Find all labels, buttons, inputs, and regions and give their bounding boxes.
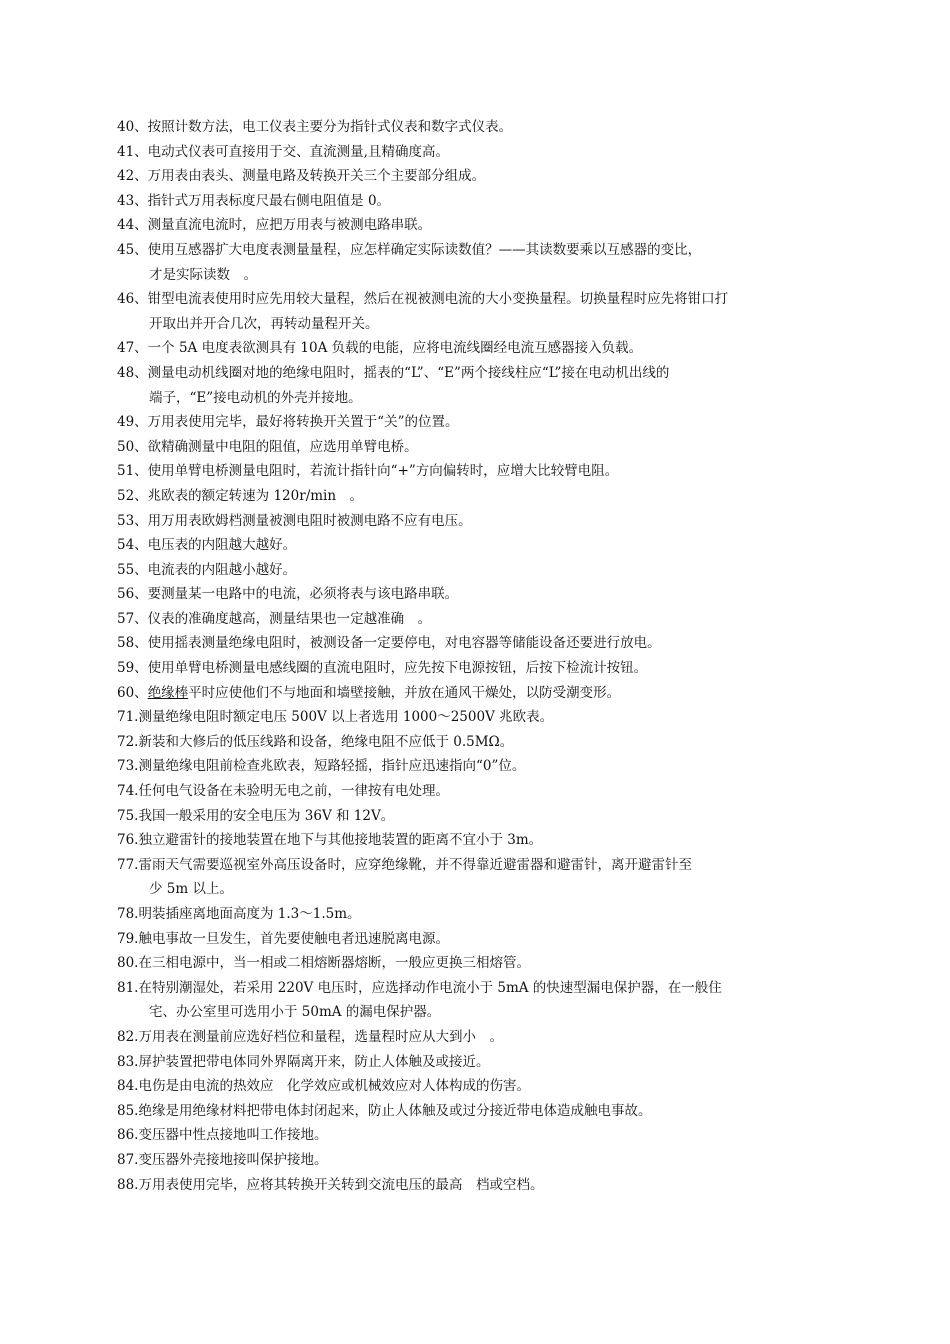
question-line-continuation: 宅、办公室里可选用小于 50mA 的漏电保护器。 — [149, 1004, 441, 1021]
question-line: 81.在特别潮湿处，若采用 220V 电压时，应选择动作电流小于 5mA 的快速型漏电保护器，在一般住 — [117, 979, 722, 996]
question-line: 49、万用表使用完毕，最好将转换开关置于“关”的位置。 — [117, 414, 459, 431]
question-number: 60、 — [117, 684, 148, 701]
question-line: 57、仪表的准确度越高，测量结果也一定越准确 。 — [117, 610, 432, 627]
question-line: 58、使用摇表测量绝缘电阻时，被测设备一定要停电，对电容器等储能设备还要进行放电。 — [117, 635, 661, 652]
question-line: 87.变压器外壳接地接叫保护接地。 — [117, 1151, 328, 1168]
question-line: 54、电压表的内阻越大越好。 — [117, 537, 297, 554]
question-line-continuation: 端子，“E”接电动机的外壳并接地。 — [149, 389, 362, 406]
question-line: 40、按照计数方法，电工仪表主要分为指针式仪表和数字式仪表。 — [117, 119, 513, 135]
question-text: 平时应使他们不与地面和墙壁接触，并放在通风干燥处，以防受潮变形。 — [188, 684, 621, 701]
question-line: 56、要测量某一电路中的电流，必须将表与该电路串联。 — [117, 586, 459, 603]
question-line — [117, 681, 838, 706]
question-line: 83.屏护装置把带电体同外界隔离开来，防止人体触及或接近。 — [117, 1053, 490, 1070]
question-line: 73.测量绝缘电阻前检查兆欧表，短路轻摇，指针应迅速指向“0”位。 — [117, 758, 526, 775]
question-line: 44、测量直流电流时，应把万用表与被测电路串联。 — [117, 217, 432, 234]
question-line: 85.绝缘是用绝缘材料把带电体封闭起来，防止人体触及或过分接近带电体造成触电事故。 — [117, 1102, 652, 1119]
question-line: 86.变压器中性点接地叫工作接地。 — [117, 1127, 328, 1144]
question-line: 77.雷雨天气需要巡视室外高压设备时，应穿绝缘靴，并不得靠近避雷器和避雷针，离开避雷针至 — [117, 856, 692, 873]
question-line: 51、使用单臂电桥测量电阻时，若流计指针向“+”方向偏转时，应增大比较臂电阻。 — [117, 463, 619, 480]
underlined-term: 绝缘棒 — [147, 684, 189, 701]
question-line: 48、测量电动机线圈对地的绝缘电阻时，摇表的“L”、“E”两个接线柱应“L”接在电动机出线的 — [117, 364, 670, 381]
question-line: 47、一个 5A 电度表欲测具有 10A 负载的电能，应将电流线圈经电流互感器接入负载。 — [117, 340, 643, 357]
question-line: 80.在三相电源中，当一相或二相熔断器熔断，一般应更换三相熔管。 — [117, 955, 530, 972]
question-line-continuation: 开取出并开合几次，再转动量程开关。 — [149, 315, 379, 332]
question-line: 46、钳型电流表使用时应先用较大量程，然后在视被测电流的大小变换量程。切换量程时应先将钳口打 — [117, 291, 729, 308]
question-line: 79.触电事故一旦发生，首先要使触电者迅速脱离电源。 — [117, 930, 449, 947]
question-line: 55、电流表的内阻越小越好。 — [117, 561, 297, 578]
question-line: 88.万用表使用完毕，应将其转换开关转到交流电压的最高 档或空档。 — [117, 1176, 544, 1193]
question-line: 52、兆欧表的额定转速为 120r/min 。 — [117, 487, 364, 504]
question-line: 59、使用单臂电桥测量电感线圈的直流电阻时，应先按下电源按钮，后按下检流计按钮。 — [117, 660, 648, 677]
question-line: 72.新装和大修后的低压线路和设备，绝缘电阻不应低于 0.5MΩ。 — [117, 733, 514, 750]
question-line: 41、电动式仪表可直接用于交、直流测量,且精确度高。 — [117, 143, 449, 160]
question-line: 53、用万用表欧姆档测量被测电阻时被测电路不应有电压。 — [117, 512, 472, 529]
question-line: 82.万用表在测量前应选好档位和量程，选量程时应从大到小 。 — [117, 1028, 503, 1045]
question-line: 74.任何电气设备在未验明无电之前，一律按有电处理。 — [117, 783, 449, 800]
question-line-continuation: 少 5m 以上。 — [149, 881, 233, 898]
question-line: 76.独立避雷针的接地装置在地下与其他接地装置的距离不宜小于 3m。 — [117, 832, 543, 849]
question-line: 78.明装插座离地面高度为 1.3～1.5m。 — [117, 906, 361, 922]
question-line-continuation: 才是实际读数 。 — [149, 266, 257, 283]
question-line: 43、指针式万用表标度尺最右侧电阻值是 0。 — [117, 192, 391, 209]
question-line: 75.我国一般采用的安全电压为 36V 和 12V。 — [117, 807, 395, 824]
question-line: 45、使用互感器扩大电度表测量量程，应怎样确定实际读数值？——其读数要乘以互感器的变比， — [117, 241, 702, 258]
question-line: 50、欲精确测量中电阻的阻值，应选用单臂电桥。 — [117, 438, 418, 455]
question-line: 42、万用表由表头、测量电路及转换开关三个主要部分组成。 — [117, 168, 486, 185]
question-line: 71.测量绝缘电阻时额定电压 500V 以上者选用 1000～2500V 兆欧表。 — [117, 709, 554, 726]
question-line: 84.电伤是由电流的热效应 化学效应或机械效应对人体构成的伤害。 — [117, 1078, 530, 1095]
